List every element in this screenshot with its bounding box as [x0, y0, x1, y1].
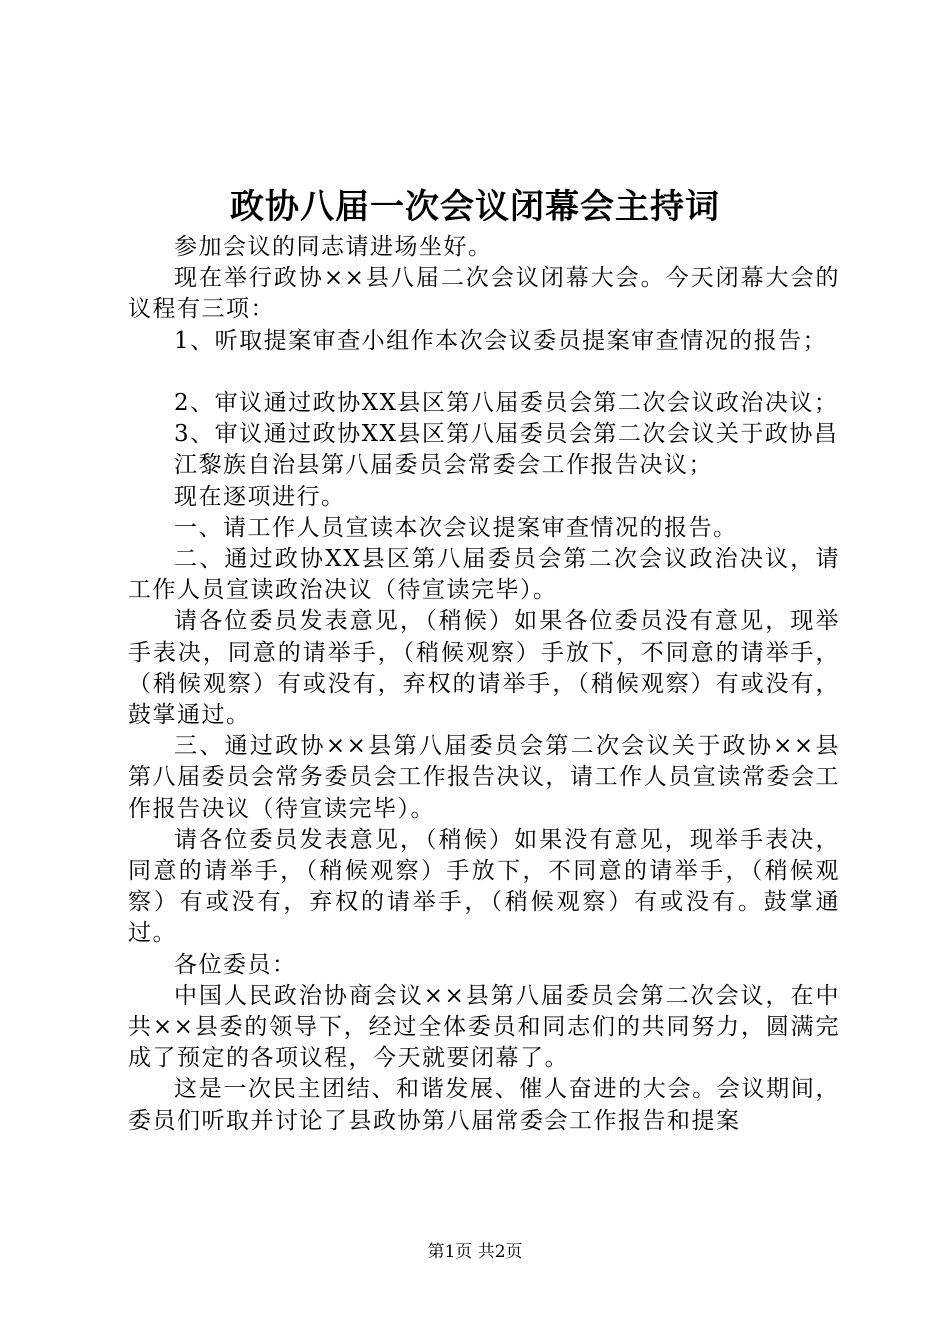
- paragraph: 现在举行政协××县八届二次会议闭幕大会。今天闭幕大会的议程有三项：: [128, 265, 840, 323]
- page-footer: 第1页 共2页: [427, 1242, 523, 1262]
- paragraph: 三、通过政协××县第八届委员会第二次会议关于政协××县第八届委员会常务委员会工作报告决议，请工作人员宣读常委会工作报告决议（待宣读完毕）。: [128, 733, 840, 822]
- paragraph: 2、审议通过政协XX县区第八届委员会第二次会议政治决议；: [174, 390, 839, 416]
- paragraph: 请各位委员发表意见，（稍候）如果各位委员没有意见，现举手表决，同意的请举手，（稍候观察）手放下，不同意的请举手，（稍候观察）有或没有，弃权的请举手，（稍候观察）有或没有，鼓掌通过。: [128, 608, 840, 729]
- paragraph: 现在逐项进行。: [174, 483, 346, 510]
- paragraph: 请各位委员发表意见，（稍候）如果没有意见，现举手表决，同意的请举手，（稍候观察）手放下，不同意的请举手，（稍候观察）有或没有，弃权的请举手，（稍候观察）有或没有。鼓掌通过。: [128, 826, 840, 947]
- paragraph: 各位委员：: [174, 951, 297, 978]
- paragraph: 江黎族自治县第八届委员会常委会工作报告决议；: [174, 452, 713, 479]
- document-title: 政协八届一次会议闭幕会主持词: [230, 187, 720, 227]
- paragraph: 中国人民政治协商会议××县第八届委员会第二次会议，在中共××县委的领导下，经过全体委员和同志们的共同努力，圆满完成了预定的各项议程，今天就要闭幕了。: [128, 982, 840, 1072]
- document-body: [128, 232, 840, 1137]
- paragraph: 一、请工作人员宣读本次会议提案审查情况的报告。: [174, 514, 738, 541]
- paragraph: 参加会议的同志请进场坐好。: [174, 234, 493, 260]
- paragraph: 这是一次民主团结、和谐发展、催人奋进的大会。会议期间，委员们听取并讨论了县政协第八届常委会工作报告和提案: [128, 1076, 840, 1134]
- paragraph: 1、听取提案审查小组作本次会议委员提案审查情况的报告；: [174, 327, 828, 354]
- paragraph: 3、审议通过政协XX县区第八届委员会第二次会议关于政协昌: [174, 421, 839, 448]
- paragraph: 二、通过政协XX县区第八届委员会第二次会议政治决议，请工作人员宣读政治决议（待宣读完毕）。: [128, 546, 840, 604]
